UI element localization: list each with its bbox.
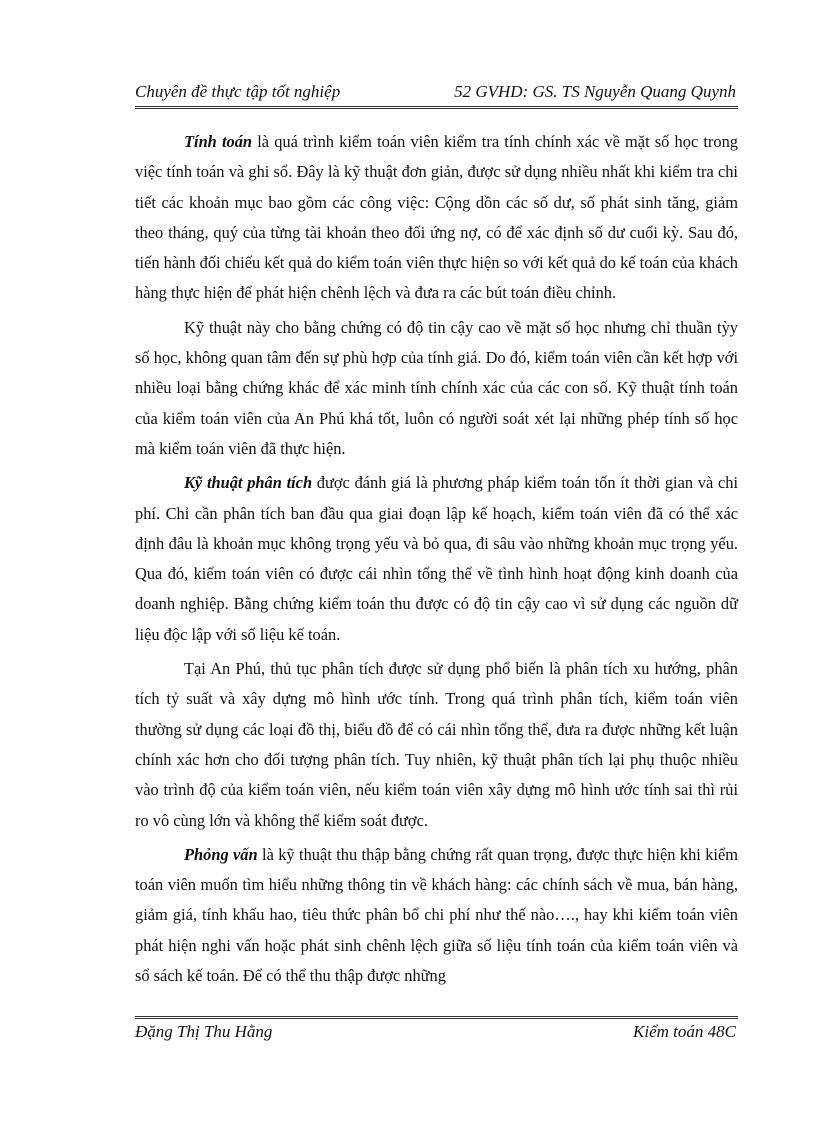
paragraph-ky-thuat-phan-tich xyxy=(135,468,738,650)
paragraph-text: được đánh giá là phương pháp kiểm toán tốn ít thời gian và chi phí. Chỉ cần phân tích ban đầu qua giai đoạn lập kế hoạch, kiểm toán viên đã có thể xác định đâu là khoản mục không trọng yếu và bỏ qua, đi sâu vào những khoản mục trọng yếu. Qua đó, kiểm toán viên có được cái nhìn tổng thể về tình hình hoạt động kinh doanh của doanh nghiệp. Bằng chứng kiểm toán thu được có độ tin cậy cao vì sử dụng các nguồn dữ liệu độc lập với số liệu kế toán. xyxy=(135,473,739,644)
footer-rule xyxy=(135,1016,738,1019)
footer-class: Kiểm toán 48C xyxy=(633,1022,736,1041)
paragraph-text: Tại An Phú, thủ tục phân tích được sử dụng phổ biến là phân tích xu hướng, phân tích tỷ suất và xây dựng mô hình ước tính. Trong quá trình phân tích, kiểm toán viên thường sử dụng các loại đồ thị, biểu đồ để có cái nhìn tổng thể, đưa ra được những kết luận chính xác hơn cho đối tượng phân tích. Tuy nhiên, kỹ thuật phân tích lại phụ thuộc nhiều vào trình độ của kiểm toán viên, nếu kiểm toán viên xây dựng mô hình ước tính sai thì rủi ro vô cùng lớn và không thể kiểm soát được. xyxy=(135,659,738,830)
header-rule xyxy=(135,106,738,109)
footer-author: Đặng Thị Thu Hằng xyxy=(135,1022,273,1041)
paragraph-tinh-toan xyxy=(135,127,738,309)
document-body xyxy=(135,127,738,995)
paragraph-text: Kỹ thuật này cho bằng chứng có độ tin cậy cao về mặt số học nhưng chỉ thuần tỳy số học, không quan tâm đến sự phù hợp của tính giá. Do đó, kiểm toán viên cần kết hợp với nhiều loại bằng chứng khác để xác minh tính chính xác của các con số. Kỹ thuật tính toán của kiểm toán viên của An Phú khá tốt, luôn có người soát xét lại những phép tính số học mà kiểm toán viên đã thực hiện. xyxy=(135,317,738,458)
paragraph-lead-term: Tính toán xyxy=(184,132,253,151)
paragraph-text: là quá trình kiểm toán viên kiểm tra tính chính xác về mặt số học trong việc tính toán và ghi sổ. Đây là kỹ thuật đơn giản, được sử dụng nhiều nhất khi kiểm tra chi tiết các khoản mục bao gồm các công việc: Cộng dồn các số dư, số phát sinh tăng, giảm theo tháng, quý của từng tài khoản theo đối ứng nợ, có để xác định số dư cuối kỳ. Sau đó, tiến hành đối chiếu kết quả do kiểm toán viên thực hiện so với kết quả do kế toán của khách hàng thực hiện để phát hiện chênh lệch và đưa ra các bút toán điều chỉnh. xyxy=(135,132,738,303)
header-report-title: Chuyên đề thực tập tốt nghiệp xyxy=(135,82,341,101)
paragraph-lead-term: Kỹ thuật phân tích xyxy=(184,473,313,493)
paragraph-phong-van xyxy=(135,840,738,991)
paragraph-lead-term: Phỏng vấn xyxy=(184,844,258,864)
paragraph-tai-an-phu xyxy=(135,654,738,836)
paragraph-text: là kỹ thuật thu thập bằng chứng rất quan trọng, được thực hiện khi kiểm toán viên muốn tìm hiểu những thông tin về khách hàng: các chính sách về mua, bán hàng, giảm giá, tính khấu hao, tiêu thức phân bổ chi phí như thế nào…., hay khi kiểm toán viên phát hiện nghi vấn hoặc phát sinh chênh lệch giữa số liệu tính toán của kiểm toán viên và sổ sách kế toán. Để có thể thu thập được những xyxy=(135,844,739,986)
page-footer xyxy=(135,1022,738,1048)
header-page-supervisor: 52 GVHD: GS. TS Nguyễn Quang Quynh xyxy=(454,82,736,101)
paragraph-ky-thuat-tinh-toan xyxy=(135,313,738,464)
page-header xyxy=(135,80,738,108)
